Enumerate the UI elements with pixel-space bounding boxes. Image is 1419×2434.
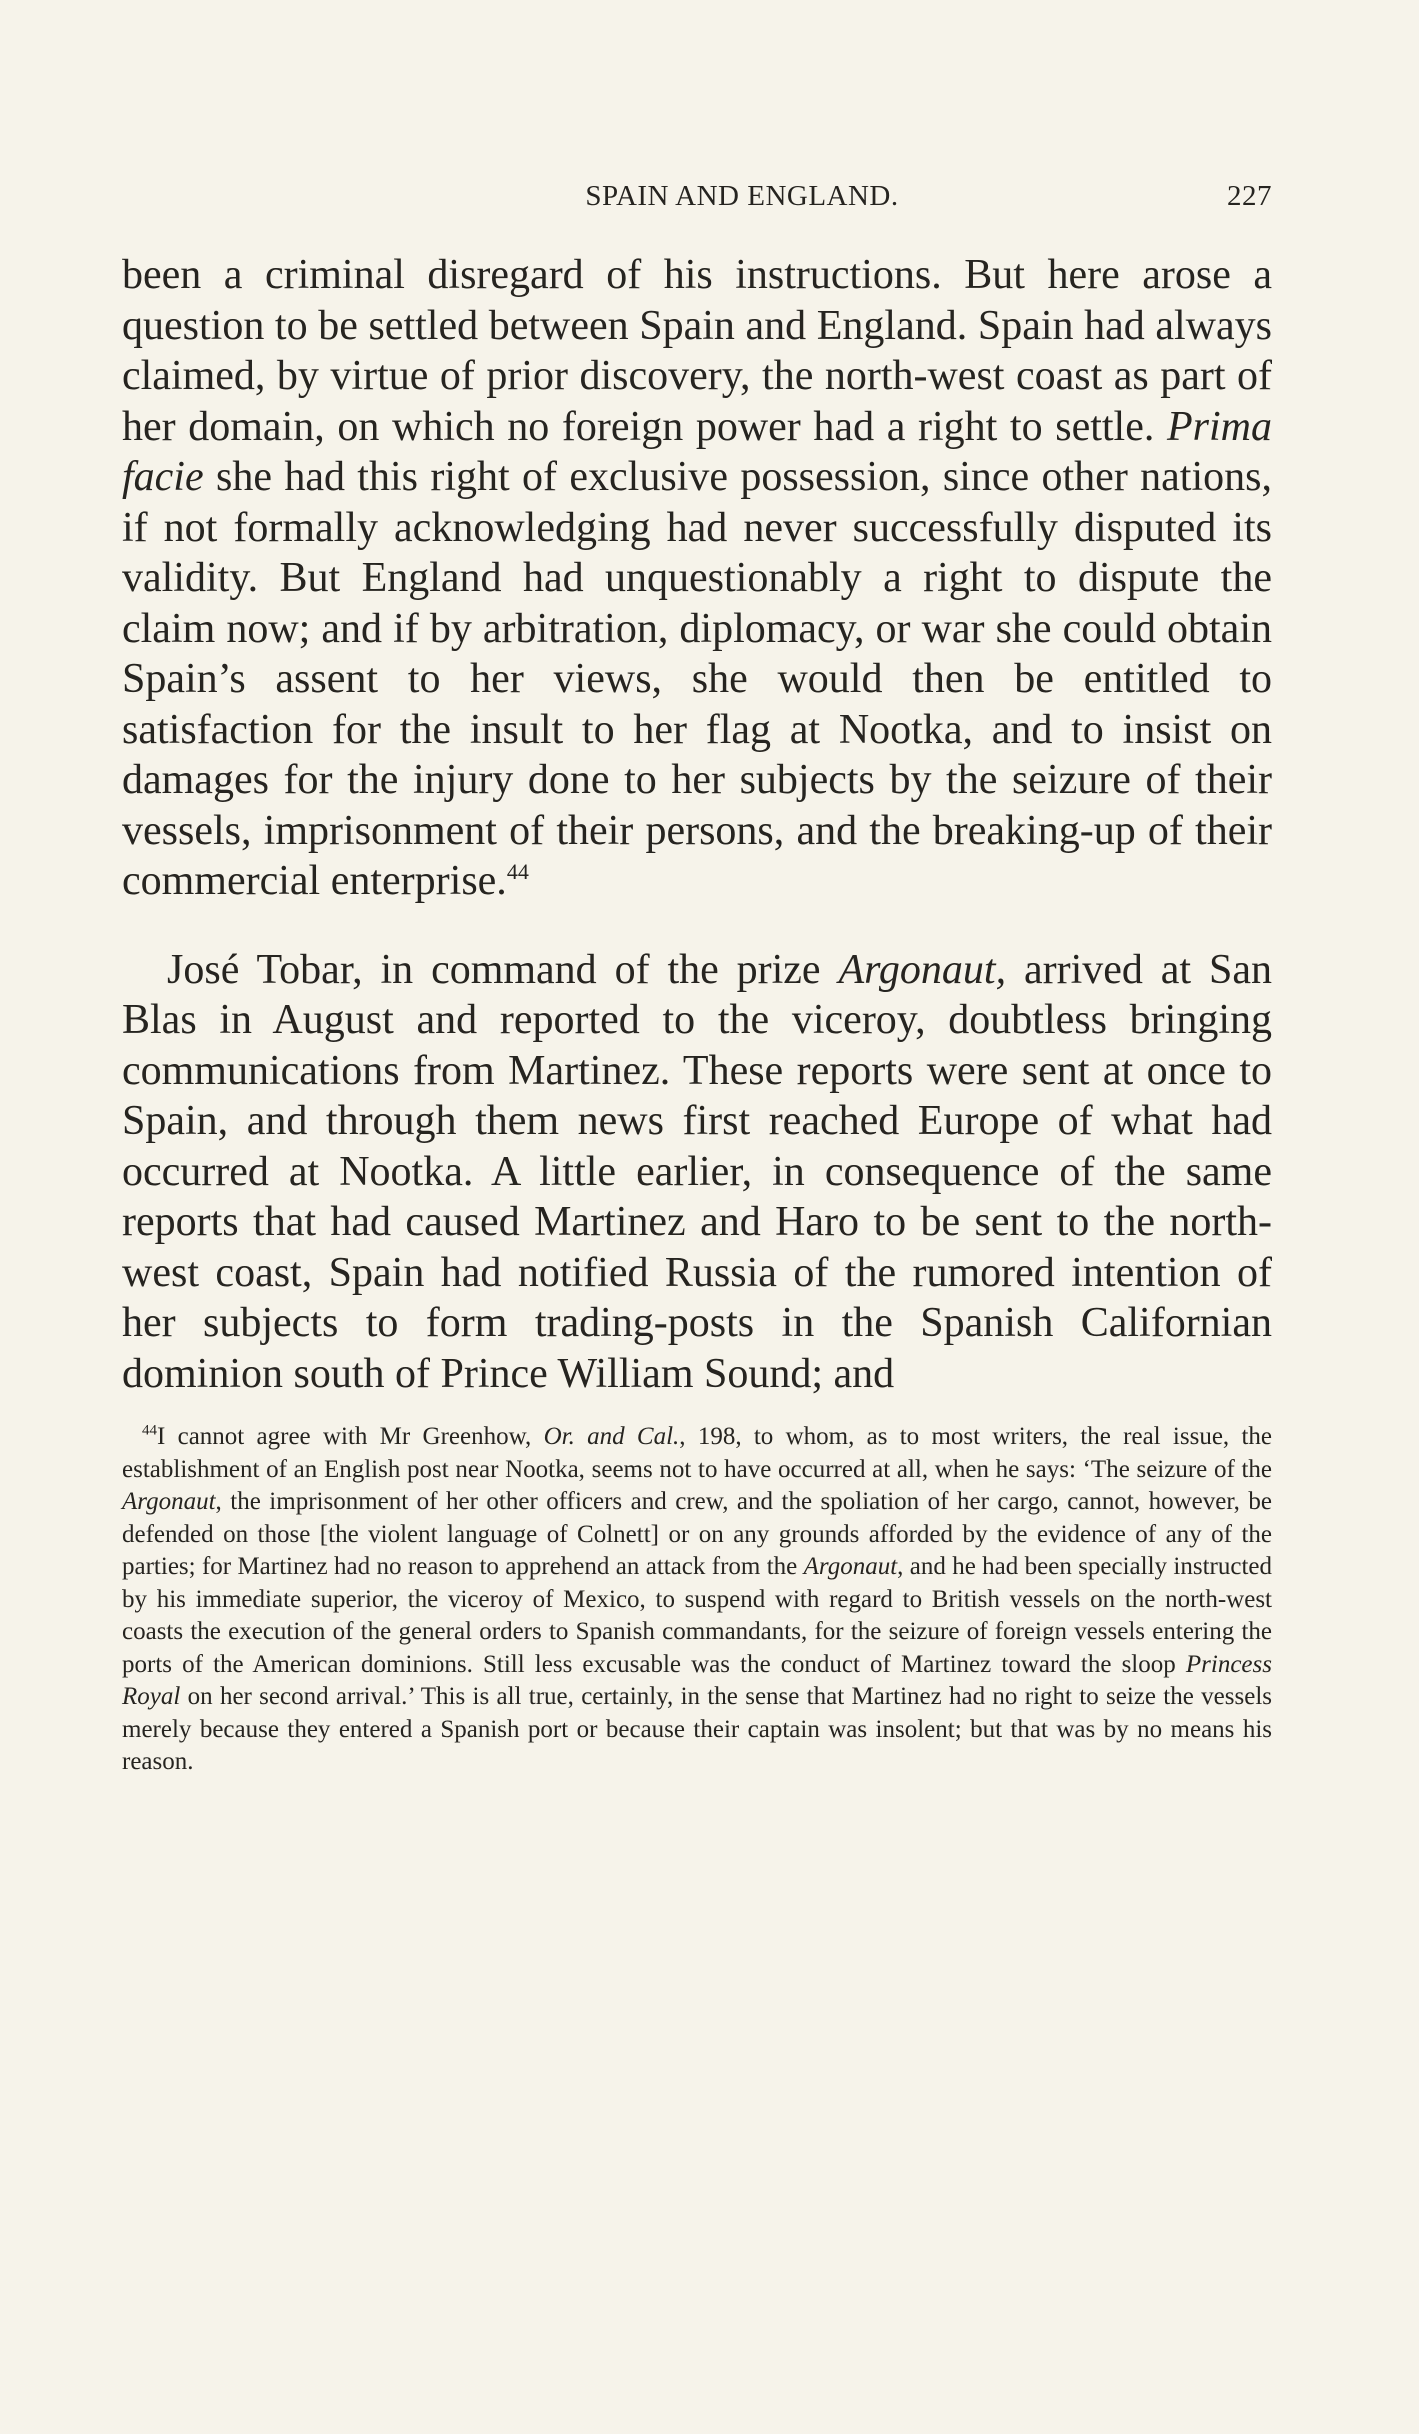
footnote-reference-44: 44 <box>506 859 529 884</box>
footnote-text-a: I cannot agree with Mr Greenhow, <box>157 1423 544 1450</box>
footnote-italic-or-and-cal: Or. and Cal. <box>543 1423 680 1450</box>
footnote-marker: 44 <box>142 1422 157 1439</box>
paragraph-2-text-a: José Tobar, in command of the prize <box>167 946 839 993</box>
paragraph-1-text-b: she had this right of exclusive possession, since other nations, if not formally acknowledging had never successfully disputed its validity. But England had unquestionably a right to dispute the claim now; and if by arbitration, diplomacy, or war she could obtain Spain’s assent to her views, she would then be entitled to satisfaction for the insult to her flag at Nootka, and to insist on damages for the injury done to her subjects by the seizure of their vessels, imprisonment of their persons, and the breaking-up of their commercial enterprise. <box>122 454 1272 904</box>
running-head <box>122 180 1272 230</box>
footnote-italic-argonaut-2: Argonaut <box>803 1553 898 1580</box>
footnote-44 <box>122 1421 1272 1779</box>
footnote-italic-argonaut-1: Argonaut <box>122 1488 216 1515</box>
footnotes <box>122 1421 1272 1779</box>
paragraph-1-italic-prima-facie: Prima facie <box>122 403 1272 500</box>
running-head-title: SPAIN AND ENGLAND. <box>585 180 899 212</box>
paragraph-1-text-a: been a criminal disregard of his instructions. But here arose a question to be settled between Spain and England. Spain had always claimed, by virtue of prior discovery, the north-west coast as part of her domain, on which no foreign power had a right to settle. <box>122 252 1272 450</box>
paragraph-1 <box>122 250 1272 907</box>
body-text <box>122 250 1272 1399</box>
paragraph-2-italic-argonaut: Argonaut, <box>838 946 1007 993</box>
paragraph-2-text-b: arrived at San Blas in August and reported to the viceroy, doubtless bringing communications from Martinez. These reports were sent at once to Spain, and through them news first reached Europe of what had occurred at Nootka. A little earlier, in consequence of the same reports that had caused Martinez and Haro to be sent to the north-west coast, Spain had notified Russia of the rumored intention of her subjects to form trading-posts in the Spanish Californian dominion south of Prince William Sound; and <box>122 946 1272 1397</box>
footnote-text-e: on her second arrival.’ This is all true, certainly, in the sense that Martinez had no right to seize the vessels merely because they entered a Spanish port or because their captain was insolent; but that was by no means his reason. <box>122 1683 1272 1775</box>
page-number: 227 <box>1227 180 1272 212</box>
footnote-text-d: , and he had been specially instructed by his immediate superior, the viceroy of Mexico, to suspend with regard to British vessels on the north-west coasts the execution of the general orders to Spanish commandants, for the seizure of foreign vessels entering the ports of the American dominions. Still less excusable was the conduct of Martinez toward the sloop <box>122 1553 1272 1678</box>
footnote-italic-princess-royal: Princess Royal <box>122 1650 1272 1710</box>
footnote-text-c: , the imprisonment of her other officers and crew, and the spoliation of her cargo, cannot, however, be defended on those [the violent language of Colnett] or on any grounds afforded by the evidence of any of the parties; for Martinez had no reason to apprehend an attack from the <box>122 1488 1272 1580</box>
footnote-text-b: , 198, to whom, as to most writers, the real issue, the establishment of an English post near Nootka, seems not to have occurred at all, when he says: ‘The seizure of the <box>122 1423 1272 1483</box>
book-page <box>122 180 1272 1779</box>
paragraph-2 <box>122 945 1272 1400</box>
